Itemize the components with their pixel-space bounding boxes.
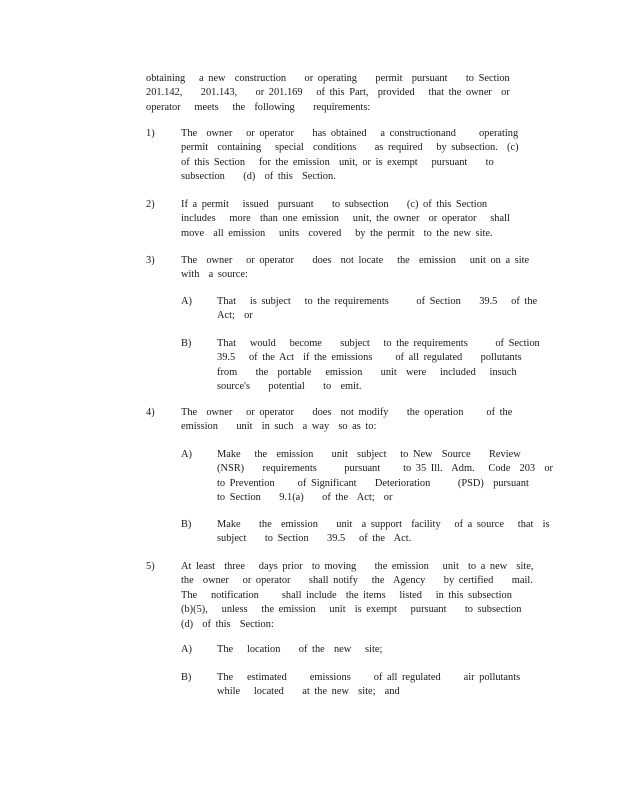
- subitem-line: Make the emission unit a support facility of a source that is: [217, 519, 550, 530]
- subitem-line: 39.5 of the Act if the emissions of all regulated pollutants: [217, 352, 522, 364]
- item-line: The owner or operator has obtained a constructionand operating: [181, 128, 519, 139]
- subitem-text: [217, 671, 521, 700]
- item-line: with a source:: [181, 269, 248, 281]
- item-line: (b)(5), unless the emission unit is exempt pursuant to subsection: [181, 604, 522, 616]
- subitem-line: subject to Section 39.5 of the Act.: [217, 533, 412, 545]
- intro-line: obtaining a new construction or operating permit pursuant to Section: [146, 73, 510, 84]
- item-line: (d) of this Section:: [181, 618, 274, 630]
- item-line: The owner or operator does not modify the operation of the: [181, 407, 513, 418]
- item-text: [181, 560, 534, 632]
- subitem-label: A): [181, 644, 192, 655]
- subitem-line: to Section 9.1(a) of the Act; or: [217, 492, 393, 504]
- subitem-text: [217, 518, 550, 547]
- item-text: [181, 198, 510, 241]
- subitem-line: That is subject to the requirements of Section 39.5 of the: [217, 296, 538, 307]
- subitem-label: B): [181, 519, 192, 530]
- item-line: the owner or operator shall notify the Agency by certified mail.: [181, 575, 533, 587]
- item-number: 3): [146, 255, 155, 266]
- subitem-line: source's potential to emit.: [217, 381, 362, 393]
- subitem-label: B): [181, 338, 192, 349]
- subitem-line: The location of the new site;: [217, 644, 383, 655]
- item-text: [181, 406, 513, 435]
- subitem-text: [217, 448, 553, 506]
- subitem-line: (NSR) requirements pursuant to 35 Ill. Adm. Code 203 or: [217, 463, 553, 475]
- subitem-text: [217, 295, 538, 324]
- item-line: The notification shall include the items listed in this subsection: [181, 589, 512, 601]
- intro-paragraph: [146, 72, 510, 115]
- item-line: If a permit issued pursuant to subsection (c) of this Section: [181, 199, 488, 210]
- item-line: At least three days prior to moving the emission unit to a new site,: [181, 561, 534, 572]
- subitem-label: A): [181, 449, 192, 460]
- intro-line: 201.142, 201.143, or 201.169 of this Part, provided that the owner or: [146, 87, 510, 99]
- item-number: 5): [146, 561, 155, 572]
- item-line: subsection (d) of this Section.: [181, 171, 336, 183]
- subitem-line: to Prevention of Significant Deterioration (PSD) pursuant: [217, 477, 529, 489]
- item-line: of this Section for the emission unit, or is exempt pursuant to: [181, 156, 494, 168]
- item-number: 2): [146, 199, 155, 210]
- subitem-label: A): [181, 296, 192, 307]
- item-text: [181, 254, 530, 283]
- subitem-text: [217, 337, 540, 395]
- subitem-line: from the portable emission unit were included insuch: [217, 366, 517, 378]
- subitem-line: The estimated emissions of all regulated air pollutants: [217, 672, 521, 683]
- subitem-line: That would become subject to the requirements of Section: [217, 338, 540, 349]
- item-line: move all emission units covered by the permit to the new site.: [181, 227, 493, 239]
- item-line: includes more than one emission unit, the owner or operator shall: [181, 213, 510, 225]
- intro-line: operator meets the following requirements:: [146, 101, 371, 113]
- item-line: The owner or operator does not locate the emission unit on a site: [181, 255, 530, 266]
- item-line: permit containing special conditions as required by subsection. (c): [181, 142, 519, 154]
- item-number: 1): [146, 128, 155, 139]
- subitem-label: B): [181, 672, 192, 683]
- subitem-line: Act; or: [217, 310, 253, 322]
- item-line: emission unit in such a way so as to:: [181, 421, 377, 433]
- subitem-text: [217, 643, 507, 657]
- subitem-line: Make the emission unit subject to New Source Review: [217, 449, 521, 460]
- item-number: 4): [146, 407, 155, 418]
- subitem-line: while located at the new site; and: [217, 686, 400, 698]
- item-text: [181, 127, 519, 185]
